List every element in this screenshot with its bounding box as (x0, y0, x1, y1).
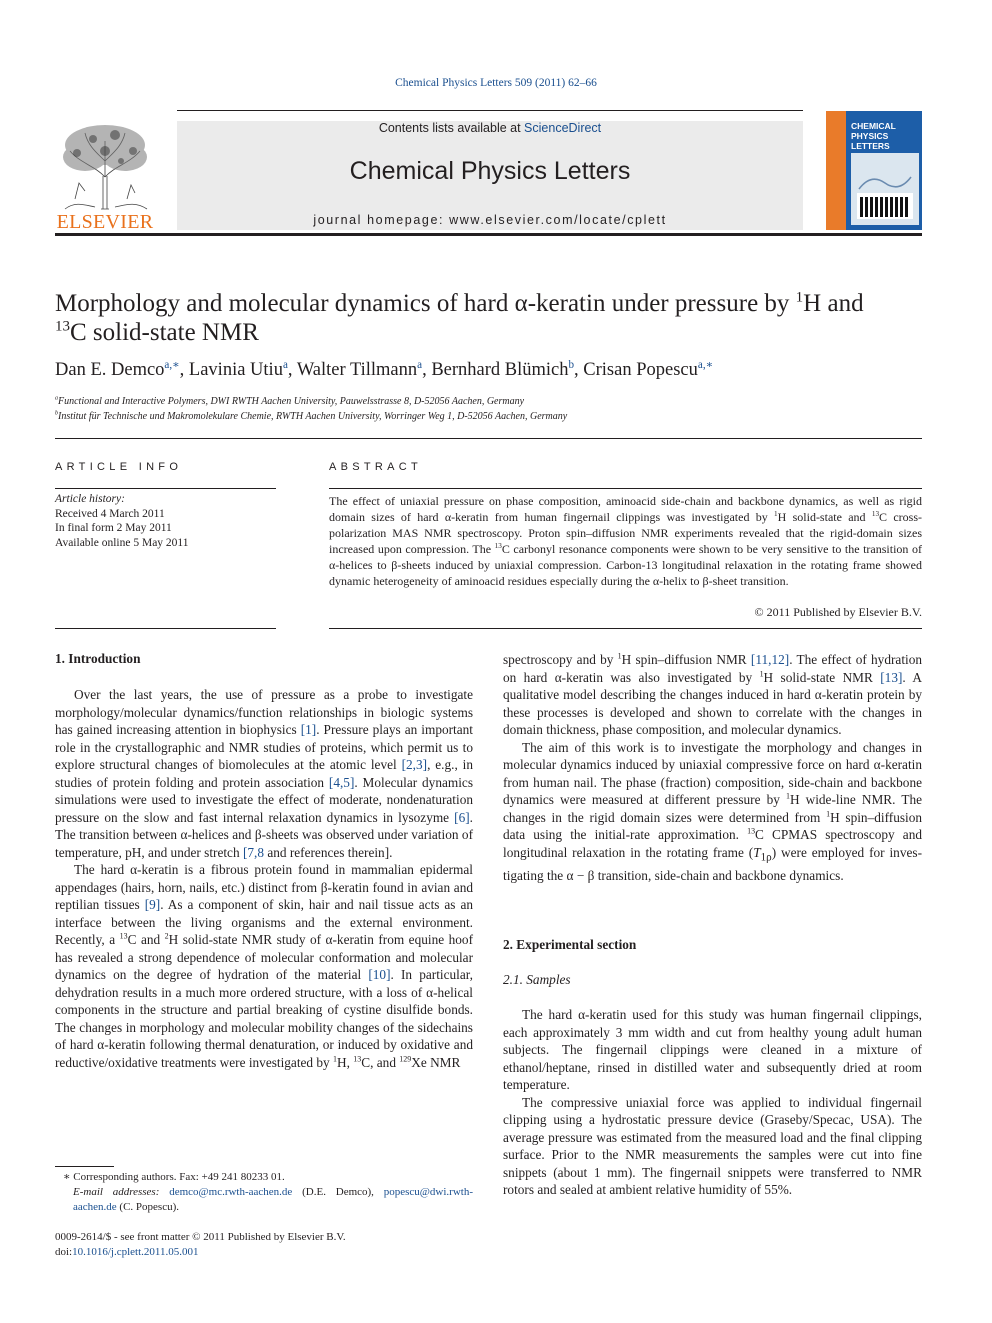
cover-spectrum-icon (851, 153, 919, 225)
cover-title-line: LETTERS (851, 141, 890, 151)
affiliation-a (55, 396, 925, 407)
page-footer (55, 1230, 473, 1259)
text-run: . As a component of skin, hair and nail tissue acts as an interface between the living organisms and the external environment. Recently, a (55, 897, 473, 947)
abstract-copyright: © 2011 Published by Elsevier B.V. (754, 605, 922, 619)
text-run: H, (337, 1054, 354, 1070)
cover-title-line: PHYSICS (851, 131, 889, 141)
author-name[interactable]: Crisan Popescu (583, 360, 698, 380)
header-bottom-rule (55, 233, 922, 236)
title-text: H and (803, 290, 864, 317)
contents-prefix: Contents lists available at (378, 121, 525, 135)
section-heading-introduction: 1. Introduction (55, 651, 141, 666)
text-run: H spin–diffusion data using the initial-rate approximation. (503, 809, 923, 842)
doi-prefix: doi: (55, 1245, 73, 1258)
citation-link[interactable]: [2,3] (401, 757, 428, 772)
paragraph (55, 686, 473, 861)
cover-title-line: CHEMICAL (851, 121, 896, 131)
header-top-rule (177, 110, 803, 111)
online-date: Available online 5 May 2011 (55, 536, 189, 549)
paragraph: The hard α-keratin used for this study was human fingernail clippings, each approximately 3 mm width and cut from healthy young adult human subjects. The fingernail clippings were cleaned in a mixture of ethanol/heptane, rinsed in distilled water and subsequently dried at room temperature. (503, 1007, 922, 1092)
abstract-run: H solid-state and (777, 510, 872, 524)
email-owner: (C. Popescu). (116, 1201, 179, 1213)
text-run: H solid-state NMR study of α-keratin from equine hoof has revealed a strong dependence of molecular conformation and molecular dynamics on the degree of hydration of the material (55, 932, 473, 982)
cover-image-panel (851, 153, 919, 225)
body-column-right-samples (503, 1006, 922, 1199)
body-column-right (503, 651, 922, 884)
sciencedirect-link[interactable]: ScienceDirect (524, 121, 602, 135)
text-run: . In particular, dehydration results in a much more ordered structure, with a loss of α-helical components in the structure and partial breaking of cystine disulfide bonds. The changes in morphology and molecular mobility changes of the sidechains of hard α-keratin following thermal denaturation, or induced by oxidative and reductive/oxidative treatments were investigated by (55, 967, 473, 1070)
affiliation-text: Functional and Interactive Polymers, DWI RWTH Aachen University, Pauwelsstrasse 8, D-52056 Aachen, Germany (58, 396, 525, 407)
citation-link[interactable]: [1] (300, 722, 317, 737)
superscript: 1 (759, 669, 764, 679)
text-run: H wide-line NMR. The changes in the rigid domain sizes were determined from (503, 792, 923, 825)
affiliation-mark: a (55, 395, 58, 402)
cover-strip (826, 111, 846, 230)
superscript: 129 (399, 1054, 412, 1064)
text-run: Over the last years, the use of pressure as a probe to investigate morphology/molecular dynamics/function relationships in biologic systems has gained increasing attention in biophysics (55, 687, 473, 737)
subscript: 1ρ (760, 851, 772, 864)
citation-link[interactable]: [10] (368, 967, 391, 982)
doi-link[interactable]: 10.1016/j.cplett.2011.05.001 (72, 1245, 199, 1258)
history-label: Article history: (55, 493, 125, 505)
citation-link[interactable]: [4,5] (328, 774, 355, 790)
author-mark[interactable]: a (282, 358, 288, 371)
author-name[interactable]: Dan E. Demco (55, 360, 165, 380)
author-mark[interactable]: a (417, 358, 423, 371)
superscript: 2 (164, 931, 169, 941)
footnote-rule (55, 1166, 114, 1167)
superscript: 1 (774, 510, 778, 518)
paragraph (503, 651, 922, 739)
article-history (55, 492, 276, 550)
divider (329, 488, 922, 489)
tree-icon (55, 121, 155, 211)
paper-title (55, 289, 925, 347)
text-run: . Molecular dynamics simulations were used to investigate the effect of moderate, nondenaturation pressure on the slow and fast internal relaxation dynamics in lysozyme (55, 774, 473, 825)
text-run: . The effect of hydration on hard α-keratin was also investigated by (503, 652, 922, 685)
cover-title (851, 121, 896, 151)
doi-line (55, 1245, 473, 1260)
paragraph (55, 861, 473, 1071)
contents-line (177, 121, 803, 135)
journal-title: Chemical Physics Letters (349, 157, 631, 185)
text-run: H spin–diffusion NMR (621, 652, 751, 667)
text-run: . A qualitative model describing the changes induced in hard α-keratin protein by these processes is developed and shown to correlate with the changes in domain thickness, phase composition, and molecular dynamics. (503, 669, 922, 737)
abstract-run: C carbonyl resonance components were shown to be very sensitive to the transition of α-helices to β-sheets induced by uniaxial compression. Carbon-13 longitudinal relaxation in the rotating frame showed dynamic heterogeneity of aminoacid residues especially during the α-helix to β-sheet transition. (329, 542, 922, 588)
author-list: Dan E. Demco$^{a,∗}$, Lavinia Utiu$^a$, Walter Tillmann$^a$, Bernhard Blümich$^b$, Crisan Popescu$^{a,∗}$ (55, 358, 714, 380)
citation-link[interactable]: [9] (144, 897, 161, 912)
email-link[interactable]: popescu@dwi.rwth-aachen.de (73, 1186, 473, 1213)
author-name[interactable]: Walter Tillmann (296, 360, 418, 380)
title-text: C solid-state NMR (70, 319, 259, 346)
text-run: ) were employed for investigating the α − β transition, side-chain and backbone dynamics. (503, 844, 922, 883)
superscript: 13 (353, 1054, 362, 1064)
text-run: The hard α-keratin is a fibrous protein found in mammalian epidermal appendages (hairs, horn, nails, etc.) distinct from β-keratin found in avian and reptilian tissues (55, 862, 473, 912)
superscript: 13 (871, 510, 880, 518)
author-mark[interactable]: a,∗ (697, 358, 714, 371)
corresponding-author-note: ∗ Corresponding authors. Fax: +49 241 80233 01. (63, 1171, 285, 1183)
homepage-line (177, 213, 803, 227)
journal-cover[interactable] (826, 111, 922, 230)
title-superscript: 1 (795, 289, 804, 306)
section-heading-experimental: 2. Experimental section (503, 937, 637, 952)
superscript: 1 (333, 1054, 338, 1064)
email-owner: (D.E. Demco), (292, 1186, 384, 1198)
abstract-run: The effect of uniaxial pressure on phase composition, aminoacid side-chain and backbone dynamics, as well as rigid domain sizes of hard α-keratin from human fingernail clippings was investigated by (329, 494, 922, 524)
divider (55, 488, 276, 489)
text-run: spectroscopy and by (503, 652, 618, 667)
author-name[interactable]: Lavinia Utiu (188, 360, 283, 380)
citation-link[interactable]: [7,8 (242, 844, 264, 860)
issn-line: 0009-2614/$ - see front matter © 2011 Published by Elsevier B.V. (55, 1231, 346, 1243)
superscript: 1 (826, 809, 831, 819)
affiliation-mark: b (55, 410, 58, 417)
citation-link[interactable]: [11,12] (750, 652, 790, 667)
elsevier-wordmark: ELSEVIER (56, 211, 154, 233)
revised-date: In final form 2 May 2011 (55, 522, 172, 534)
title-superscript: 13 (55, 318, 70, 335)
text-run: and references therein]. (264, 844, 393, 860)
abstract-text (329, 493, 922, 589)
author-mark[interactable]: b (568, 358, 575, 371)
superscript: 13 (119, 931, 128, 941)
paragraph: The compressive uniaxial force was applied to individual fingernail clipping using a hydrostatic pressure device (Graseby/Specac, USA). The average pressure was estimated from the measured load and the final clipping surface. Prior to the NMR measurements the samples were cut into fine snippets (about 1 mm). The fingernail snippets were transferred to NMR rotors and sealed at ambient relative humidity of 55%. (503, 1094, 922, 1197)
text-run: C and (127, 932, 165, 947)
affiliation-text: Institut für Technische und Makromolekulare Chemie, RWTH Aachen University, Worringer Weg 1, D-52056 Aachen, Germany (58, 411, 568, 422)
author-name[interactable]: Bernhard Blümich (431, 360, 569, 380)
elsevier-tree-logo (55, 121, 155, 233)
divider (55, 438, 922, 439)
text-run: , e.g., in studies of protein folding and protein association (55, 757, 473, 790)
received-date: Received 4 March 2011 (55, 507, 165, 520)
text-run: . Pressure plays an important role in the crystallographic and NMR studies of proteins, which permit us to explore structural changes of biomolecules at the atomic level (55, 722, 473, 772)
journal-reference[interactable]: Chemical Physics Letters 509 (2011) 62–66 (395, 77, 597, 89)
superscript: 13 (494, 542, 502, 550)
abstract-run: C cross-polarization MAS NMR spectroscopy. Proton spin–diffusion NMR experiments revealed that the rigid-domain sizes increased upon compression. The (329, 510, 922, 556)
homepage-prefix: journal homepage: (313, 213, 450, 227)
email-link[interactable]: demco@mc.rwth-aachen.de (169, 1186, 293, 1198)
homepage-url[interactable]: www.elsevier.com/locate/cplett (449, 213, 667, 227)
subsection-heading-samples: 2.1. Samples (503, 972, 571, 987)
email-note (55, 1185, 473, 1215)
superscript: 1 (617, 651, 622, 661)
abstract-heading: ABSTRACT (329, 461, 423, 473)
text-run: Xe NMR (411, 1054, 461, 1070)
text-run: C CPMAS spectroscopy and longitudinal relaxation in the rotating frame ( (503, 827, 922, 860)
divider (55, 628, 276, 629)
author-mark[interactable]: a,∗ (164, 358, 180, 371)
citation-link[interactable]: [13] (880, 669, 903, 685)
affiliation-b (55, 411, 925, 422)
text-run: C, and (361, 1054, 400, 1070)
paragraph (503, 739, 922, 885)
text-run: . The transition between α-helices and β-sheets was observed under variation of temperature, pH, and under stretch (55, 809, 473, 860)
title-text: Morphology and molecular dynamics of hard α-keratin under pressure by (55, 290, 796, 317)
citation-link[interactable]: [6] (454, 809, 470, 825)
text-run: H solid-state NMR (763, 669, 881, 685)
email-label: E-mail addresses: (73, 1186, 170, 1198)
divider (329, 628, 922, 629)
journal-banner (177, 121, 803, 230)
text-run: The aim of this work is to investigate the morphology and changes in molecular dynamics induced by uniaxial compressive force on hard α-keratin from human nail. The phase (fraction) composition, side-chain and backbone dynamics were measured at different pressure by (503, 739, 922, 807)
superscript: 1 (785, 791, 790, 801)
body-column-left (55, 686, 473, 1071)
math-symbol: T (753, 844, 761, 860)
superscript: 13 (747, 826, 756, 836)
article-info-heading: ARTICLE INFO (55, 461, 183, 473)
footnotes (55, 1170, 473, 1215)
